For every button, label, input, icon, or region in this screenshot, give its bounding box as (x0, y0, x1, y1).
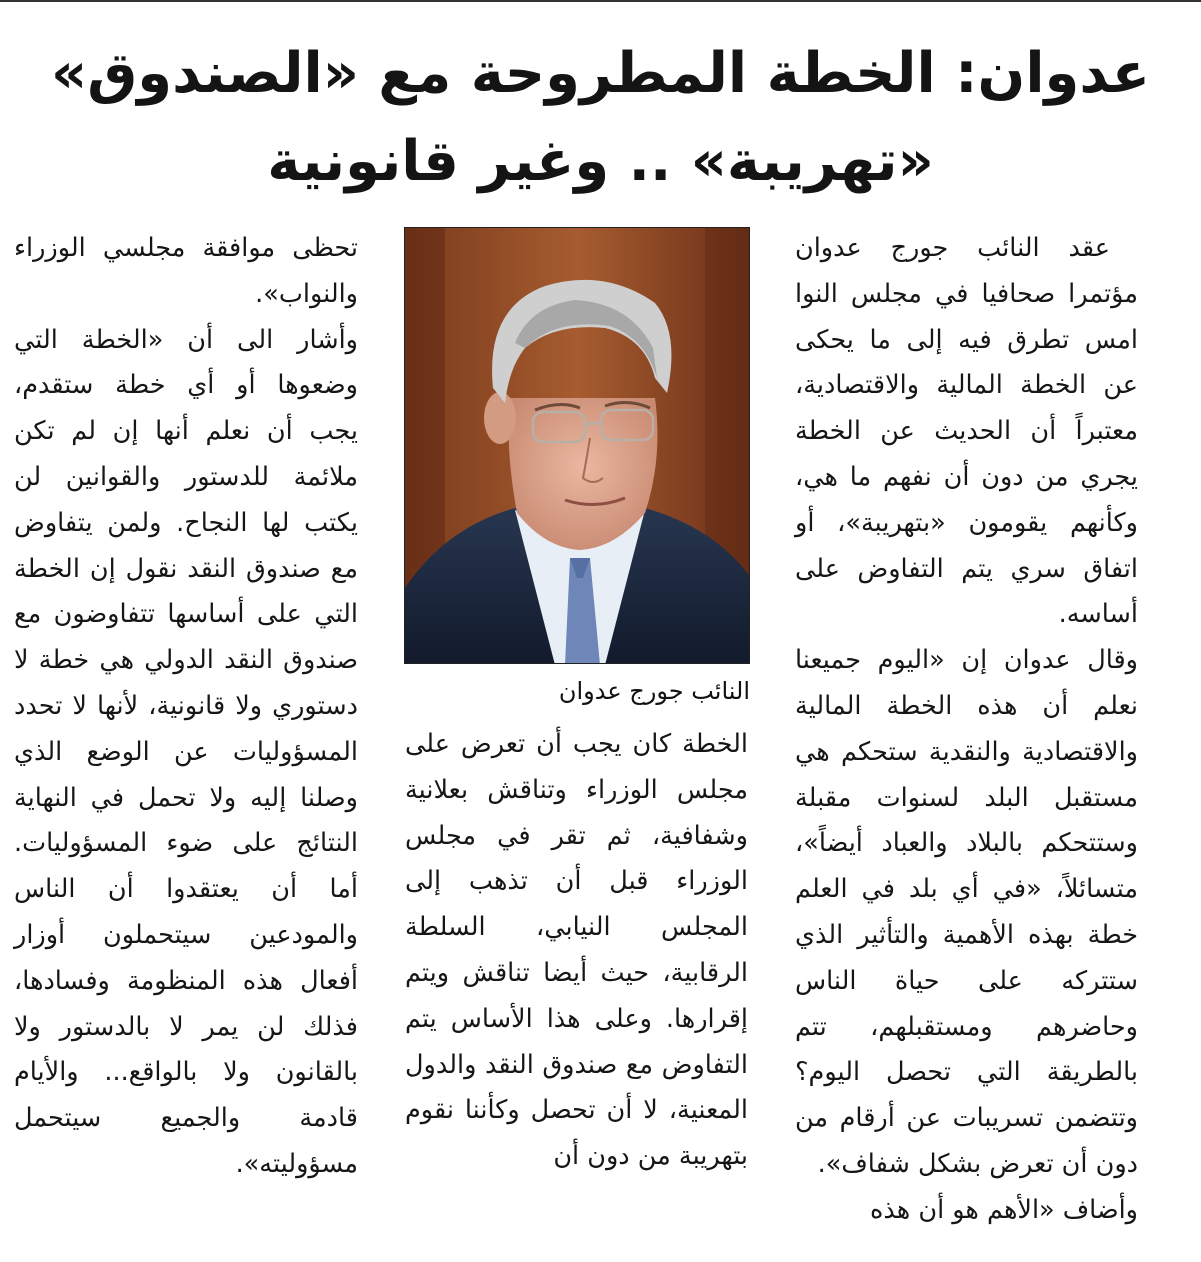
photo-caption: النائب جورج عدوان (558, 677, 750, 705)
top-rule (0, 0, 1201, 2)
article-column-middle (405, 722, 748, 1180)
headline-line-1: عدوان: الخطة المطروحة مع «الصندوق» (51, 41, 1150, 106)
paragraph: عقد النائب جورج عدوان مؤتمرا صحافيا في مجلس النوا امس تطرق فيه إلى ما يحكى عن الخطة المالية والاقتصادية، معتبراً أن الحديث عن الخطة يجري من دون أن نفهم ما هي، وكأنهم يقومون «بتهريبة»، أو اتفاق سري يتم التفاوض على أساسه. (795, 233, 1138, 630)
article-column-left (14, 226, 358, 1188)
paragraph: وأضاف «الأهم هو أن هذه (870, 1194, 1138, 1225)
article-column-right (795, 226, 1138, 1234)
paragraph: وقال عدوان إن «اليوم جميعنا نعلم أن هذه الخطة المالية والاقتصادية والنقدية ستحكم هي مستقبل البلد لسنوات مقبلة وستتحكم بالبلاد والعباد أيضاً»، متسائلاً، «في أي بلد في العلم خطة بهذه الأهمية والتأثير الذي ستتركه على حياة الناس وحاضرهم ومستقبلهم، تتم بالطريقة التي تحصل اليوم؟ وتتضمن تسريبات عن أرقام من دون أن تعرض بشكل شفاف». (795, 645, 1138, 1179)
paragraph: تحظى موافقة مجلسي الوزراء والنواب». (14, 233, 358, 309)
paragraph: الخطة كان يجب أن تعرض على مجلس الوزراء وتناقش بعلانية وشفافية، ثم تقر في مجلس الوزراء قبل أن تذهب إلى المجلس النيابي، السلطة الرقابية، حيث أيضا تناقش ويتم إقرارها. وعلى هذا الأساس يتم التفاوض مع صندوق النقد والدول المعنية، لا أن تحصل وكأننا نقوم بتهريبة من دون أن (405, 729, 748, 1172)
paragraph: وأشار الى أن «الخطة التي وضعوها أو أي خطة ستقدم، يجب أن نعلم أنها إن لم تكن ملائمة للدستور والقوانين لن يكتب لها النجاح. ولمن يتفاوض مع صندوق النقد نقول إن الخطة التي على أساسها تتفاوضون مع صندوق النقد الدولي هي خطة لا دستوري ولا قانونية، لأنها لا تحدد المسؤوليات عن الوضع الذي وصلنا إليه ولا تحمل في النهاية النتائج على ضوء المسؤوليات. أما أن يعتقدوا أن الناس والمودعين سيتحملون أوزار أفعال هذه المنظومة وفسادها، فذلك لن يمر لا بالدستور ولا بالقانون ولا بالواقع... والأيام قادمة والجميع سيتحمل مسؤوليته». (14, 324, 358, 1179)
headline-line-2: «تهريبة» .. وغير قانونية (267, 129, 934, 194)
portrait-photo (404, 227, 750, 664)
headline (0, 30, 1201, 206)
